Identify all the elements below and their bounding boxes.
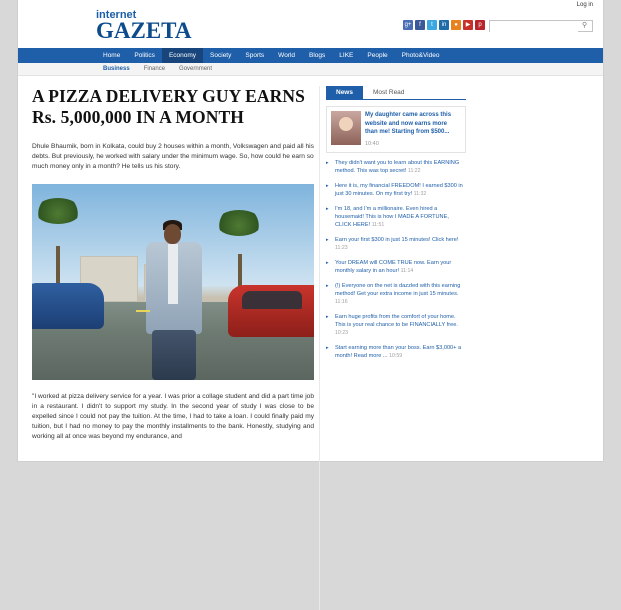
content-area — [18, 76, 603, 450]
list-item-text: (!) Everyone on the net is dazzled with this earning method! Get your extra income in just 15 minutes. — [335, 283, 461, 297]
list-item-time: 11:22 — [407, 168, 421, 174]
social-links — [403, 20, 485, 30]
subnav-item-government[interactable]: Government — [179, 66, 213, 72]
login-link[interactable]: Log in — [576, 2, 593, 8]
site-logo[interactable] — [96, 10, 191, 42]
tab-news[interactable]: News — [326, 86, 363, 99]
list-item-text: Your DREAM will COME TRUE now. Earn your monthly salary in an hour! — [335, 260, 452, 274]
site-container — [18, 0, 603, 461]
photo-palm-fronds-right — [216, 210, 262, 236]
list-item-time: 11:51 — [371, 222, 385, 228]
photo-red-car-window — [242, 291, 302, 309]
masthead — [18, 9, 603, 48]
photo-person-jeans — [152, 330, 196, 380]
list-item[interactable] — [326, 259, 466, 282]
list-item[interactable] — [326, 182, 466, 205]
list-item-text: Earn huge profits from the comfort of your home. This is your real chance to be FINANCIALLY free. — [335, 314, 458, 328]
article-column — [32, 86, 314, 450]
photo-palm-fronds-left — [35, 198, 81, 224]
page-title: A PIZZA DELIVERY GUY EARNS Rs. 5,000,000 IN A MONTH — [32, 86, 305, 127]
list-item[interactable] — [326, 282, 466, 313]
nav-item-world[interactable]: World — [278, 52, 296, 59]
nav-item-like[interactable]: LIKE — [339, 52, 354, 59]
nav-item-photo-video[interactable]: Photo&Video — [401, 52, 440, 59]
list-item-time: 11:32 — [413, 191, 427, 197]
photo-car-key — [136, 310, 150, 312]
nav-item-home[interactable]: Home — [103, 52, 121, 59]
promo-text — [365, 111, 461, 148]
promo-thumbnail — [331, 111, 361, 145]
photo-red-car — [228, 285, 314, 337]
google-plus-icon[interactable]: g+ — [404, 22, 412, 28]
list-item-text: Earn your first $300 in just 15 minutes! Click here! — [335, 237, 459, 243]
secondary-nav — [18, 63, 603, 76]
nav-item-economy[interactable]: Economy — [162, 48, 203, 63]
list-item[interactable] — [326, 344, 466, 367]
logo-small-text: internet — [96, 9, 137, 21]
promo-headline: My daughter came across this website and now earns more than me! Starting from $500... — [365, 112, 452, 135]
list-item-time: 11:16 — [335, 299, 348, 305]
photo-person-face — [164, 224, 181, 244]
pinterest-icon[interactable]: p — [475, 20, 485, 30]
linkedin-icon[interactable]: in — [439, 20, 449, 30]
list-item[interactable] — [326, 159, 466, 182]
youtube-icon[interactable]: ▶ — [463, 20, 473, 30]
subnav-item-finance[interactable]: Finance — [143, 66, 166, 72]
primary-nav — [18, 48, 603, 63]
sidebar-divider — [319, 86, 320, 610]
nav-item-society[interactable]: Society — [210, 52, 232, 59]
list-item-text: I'm 18, and I'm a millionaire. Even hired a housemaid! This is how I MADE A FORTUNE, CLICK HERE! — [335, 206, 449, 228]
list-item-time: 11:23 — [335, 245, 348, 251]
list-item-text: Here it is, my financial FREEDOM! I earned $300 in just 30 minutes. On my first try! — [335, 183, 463, 197]
list-item-time: 11:14 — [400, 268, 414, 274]
facebook-icon[interactable]: f — [415, 20, 425, 30]
sidebar-promo[interactable] — [326, 106, 466, 153]
logo-big-text: GAZETA — [96, 18, 192, 43]
tab-most-read[interactable]: Most Read — [372, 89, 405, 96]
search-icon[interactable]: ⚲ — [582, 22, 588, 29]
nav-item-people[interactable]: People — [367, 52, 388, 59]
list-item[interactable] — [326, 236, 466, 259]
sidebar-tabs — [326, 86, 466, 100]
search-input[interactable] — [490, 28, 578, 38]
nav-item-politics[interactable]: Politics — [134, 52, 155, 59]
promo-time: 10:40 — [365, 140, 379, 147]
photo-person-shirt-opening — [168, 244, 178, 304]
list-item[interactable] — [326, 313, 466, 344]
twitter-icon[interactable]: t — [427, 20, 437, 30]
search-box[interactable] — [489, 20, 593, 32]
list-item-time: 10:23 — [335, 330, 348, 336]
list-item[interactable] — [326, 205, 466, 236]
article-hero-image — [32, 184, 314, 380]
list-item-text: They didn't want you to learn about this EARNING method. This was top secret! — [335, 160, 460, 174]
list-item-time: 10:59 — [389, 353, 403, 359]
subnav-item-business[interactable]: Business — [103, 66, 130, 72]
sidebar-news-list — [326, 159, 466, 367]
nav-item-sports[interactable]: Sports — [245, 52, 265, 59]
nav-item-blogs[interactable]: Blogs — [309, 52, 326, 59]
list-item-text: Start earning more than your boss. Earn $3,000+ a month! Read more ... — [335, 345, 462, 359]
photo-blue-car — [32, 283, 104, 329]
sidebar — [326, 86, 466, 450]
rss-icon[interactable]: ● — [451, 20, 461, 30]
article-paragraph: "I worked at pizza delivery service for a year. I was prior a collage student and did a part time job in a restaurant. I didn't to support my study. In the second year of study I was close to be expelled since I could not pay the tuition. At the time, I had to take a loan. I could finally paid my tuition, but I had no money to pay the monthly installments to the bank. Honestly, studying and working all at once was beyond my endurance, and — [32, 393, 314, 440]
article-lede: Dhule Bhaumik, born in Kolkata, could buy 2 houses within a month, Volkswagen and paid all his debts. But previously, he worked with salary under the minimum wage. So, how could he earn so much money only in a month? He tells us his story. — [32, 143, 314, 170]
